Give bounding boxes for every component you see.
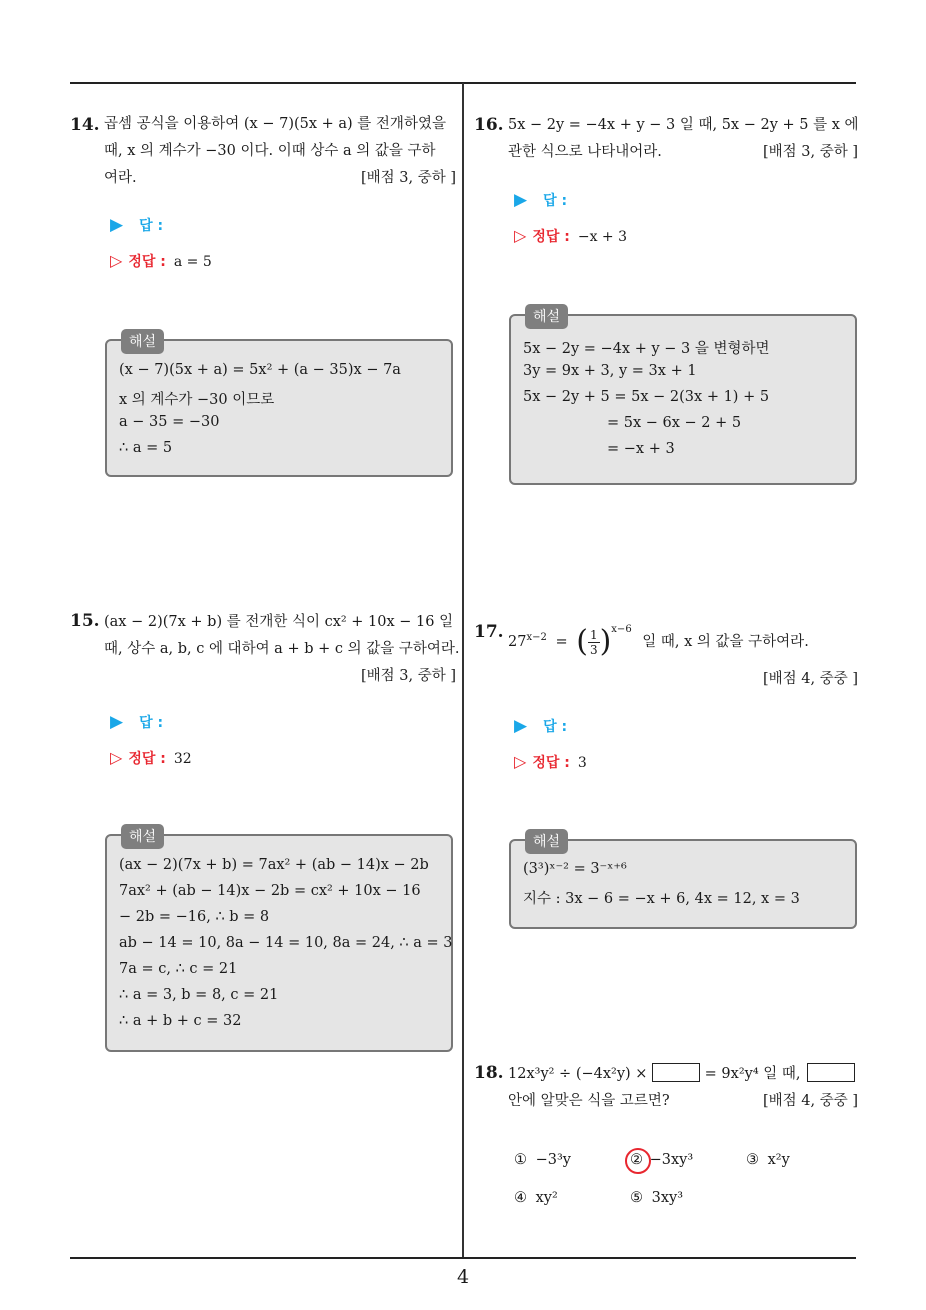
solution-line: a − 35 = −30 (119, 414, 220, 430)
problem-line: 안에 알맞은 식을 고르면? (508, 1093, 670, 1109)
equation-left: 12x³y² ÷ (−4x²y) × (508, 1066, 648, 1082)
choice-text: x²y (767, 1152, 790, 1168)
problem-line: 여라. (104, 170, 137, 186)
solution-line: ∴ a = 3, b = 8, c = 21 (119, 987, 279, 1003)
answer-row (110, 712, 163, 732)
correct-value: −x + 3 (577, 229, 628, 245)
correct-answer-row (110, 748, 192, 768)
answer-label: 답 : (543, 193, 568, 209)
problem-line: 5x − 2y = −4x + y − 3 일 때, 5x − 2y + 5 를 x 에 (508, 117, 859, 133)
choice-label: ① (514, 1152, 527, 1168)
problem-line (508, 1061, 858, 1088)
problem-number: 16. (474, 115, 504, 135)
answer-arrow-icon: ▶ (110, 712, 124, 732)
problem-number: 14. (70, 115, 100, 135)
answer-arrow-icon: ▶ (514, 716, 528, 736)
solution-line: (3³)ˣ⁻² = 3⁻ˣ⁺⁶ (523, 861, 627, 877)
page-number: 4 (456, 1266, 470, 1288)
answer-label: 답 : (543, 719, 568, 735)
difficulty-label: [배점 3, 중하 ] (360, 170, 456, 186)
solution-tab: 해설 (525, 829, 568, 854)
correct-value: 32 (173, 751, 192, 767)
choice-text: 3xy³ (651, 1190, 684, 1206)
solution-box (105, 829, 453, 1052)
choice-label: ② (630, 1152, 643, 1168)
correct-arrow-icon: ▷ (110, 748, 123, 767)
fraction-numerator: 1 (589, 627, 598, 642)
choice-text: xy² (535, 1190, 558, 1206)
solution-box (105, 334, 453, 477)
problem-line: (ax − 2)(7x + b) 를 전개한 식이 cx² + 10x − 16 일 (104, 614, 454, 630)
solution-line: − 2b = −16, ∴ b = 8 (119, 909, 270, 925)
correct-arrow-icon: ▷ (514, 226, 527, 245)
solution-box (509, 834, 857, 929)
equation-right: = 9x²y⁴ 일 때, (704, 1066, 801, 1082)
problem-equation (508, 620, 858, 657)
solution-line: 지수 : 3x − 6 = −x + 6, 4x = 12, x = 3 (523, 891, 800, 907)
blank-box (652, 1063, 700, 1082)
solution-line: x 의 계수가 −30 이므로 (119, 392, 275, 408)
choice-text: −3xy³ (649, 1152, 694, 1168)
left-paren: ( (576, 624, 588, 659)
difficulty-label: [배점 3, 중하 ] (360, 668, 456, 684)
solution-box (509, 309, 857, 485)
equation-equals: = (555, 634, 568, 650)
solution-line: (ax − 2)(7x + b) = 7ax² + (ab − 14)x − 2b (119, 857, 429, 873)
choice-label: ⑤ (630, 1190, 643, 1206)
solution-tab: 해설 (121, 824, 164, 849)
correct-value: a = 5 (173, 254, 212, 270)
equation-base-exponent: x−2 (526, 632, 547, 644)
problem-number: 15. (70, 611, 100, 631)
answer-arrow-icon: ▶ (110, 215, 124, 235)
correct-answer-row (514, 226, 627, 246)
choice-4[interactable] (514, 1190, 558, 1206)
fraction-denominator: 3 (589, 642, 598, 657)
choice-1[interactable] (514, 1152, 571, 1168)
choice-label: ④ (514, 1190, 527, 1206)
problem-18 (474, 1063, 858, 1216)
solution-line: ∴ a = 5 (119, 440, 173, 456)
problem-line: 때, 상수 a, b, c 에 대하여 a + b + c 의 값을 구하여라. (104, 641, 460, 657)
answer-row (110, 215, 163, 235)
difficulty-label: [배점 3, 중하 ] (762, 144, 858, 160)
column-divider (462, 83, 464, 1259)
difficulty-label: [배점 4, 중중 ] (762, 671, 858, 687)
fraction (588, 628, 600, 657)
choice-text: −3³y (535, 1152, 571, 1168)
solution-line: ∴ a + b + c = 32 (119, 1013, 242, 1029)
blank-box (807, 1063, 855, 1082)
problem-17 (474, 620, 858, 940)
solution-line: ab − 14 = 10, 8a − 14 = 10, 8a = 24, ∴ a = 3 (119, 935, 453, 951)
answer-row (514, 716, 567, 736)
difficulty-label: [배점 4, 중중 ] (762, 1093, 858, 1109)
problem-line: 관한 식으로 나타내어라. (508, 144, 662, 160)
problem-number: 17. (474, 622, 504, 642)
equation-base: 27 (508, 634, 527, 650)
correct-label: 정답 : (128, 254, 166, 270)
correct-label: 정답 : (532, 229, 570, 245)
choice-2[interactable] (630, 1152, 693, 1168)
correct-answer-row (514, 752, 587, 772)
solution-line: 5x − 2y + 5 = 5x − 2(3x + 1) + 5 (523, 389, 770, 405)
answer-row (514, 190, 567, 210)
solution-line: 3y = 9x + 3, y = 3x + 1 (523, 363, 697, 379)
problem-line: 곱셈 공식을 이용하여 (x − 7)(5x + a) 를 전개하였을 (104, 116, 446, 132)
equation-tail: 일 때, x 의 값을 구하여라. (642, 634, 809, 650)
solution-line: 7ax² + (ab − 14)x − 2b = cx² + 10x − 16 (119, 883, 421, 899)
correct-arrow-icon: ▷ (514, 752, 527, 771)
solution-line: (x − 7)(5x + a) = 5x² + (a − 35)x − 7a (119, 362, 401, 378)
choice-label: ③ (746, 1152, 759, 1168)
correct-arrow-icon: ▷ (110, 251, 123, 270)
correct-value: 3 (577, 755, 587, 771)
fraction-exponent: x−6 (611, 624, 632, 635)
choice-3[interactable] (746, 1152, 790, 1168)
problem-text (104, 609, 460, 663)
answer-arrow-icon: ▶ (514, 190, 528, 210)
problem-line: 때, x 의 계수가 −30 이다. 이때 상수 a 의 값을 구하 (104, 143, 436, 159)
correct-label: 정답 : (128, 751, 166, 767)
problem-16 (474, 115, 859, 488)
selected-circle-mark (625, 1148, 651, 1174)
problem-number: 18. (474, 1063, 504, 1083)
correct-label: 정답 : (532, 755, 570, 771)
right-paren: ) (599, 624, 612, 659)
answer-label: 답 : (139, 715, 164, 731)
answer-label: 답 : (139, 218, 164, 234)
solution-line: = −x + 3 (607, 441, 675, 457)
problem-14 (70, 115, 456, 488)
problem-15 (70, 611, 460, 1054)
solution-tab: 해설 (121, 329, 164, 354)
choice-5[interactable] (630, 1190, 683, 1206)
solution-line: 7a = c, ∴ c = 21 (119, 961, 238, 977)
correct-answer-row (110, 251, 212, 271)
solution-line: = 5x − 6x − 2 + 5 (607, 415, 742, 431)
solution-line: 5x − 2y = −4x + y − 3 을 변형하면 (523, 341, 770, 357)
bottom-rule (70, 1257, 856, 1259)
solution-tab: 해설 (525, 304, 568, 329)
